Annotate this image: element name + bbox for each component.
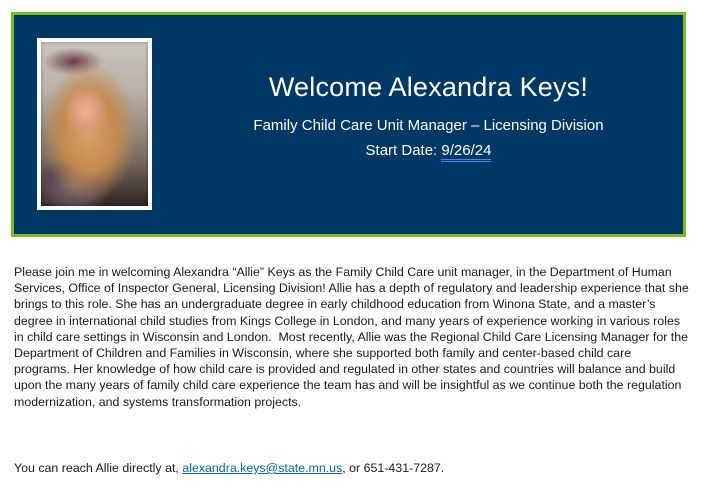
- contact-suffix: , or 651-431-7287.: [342, 461, 445, 475]
- welcome-title: Welcome Alexandra Keys!: [268, 72, 589, 102]
- start-date-label: Start Date:: [365, 142, 442, 159]
- start-date: [174, 141, 683, 161]
- start-date-value: 9/26/24: [441, 142, 491, 162]
- job-title: Family Child Care Unit Manager – Licensing Division: [253, 117, 604, 134]
- intro-paragraph: Please join me in welcoming Alexandra “Allie” Keys as the Family Child Care unit manager, in the Department of Human Services, Office of Inspector General, Licensing Division! Allie has a depth of regulatory and leadership experience that she brings to this role. She has an undergraduate degree in early childhood education from Winona State, and a master’s degree in international child studies from Kings College in London, and many years of experience working in various roles in child care settings in Wisconsin and London. Most recently, Allie was the Regional Child Care Licensing Manager for the Department of Children and Families in Wisconsin, where she supported both family and center-based child care programs. Her knowledge of how child care is provided and regulated in other states and countries will balance and build upon the many years of family child care experience the team has and will be insightful as we continue both the regulation modernization, and systems transformation projects.: [14, 265, 689, 409]
- email-link[interactable]: alexandra.keys@state.mn.us: [182, 461, 343, 475]
- contact-prefix: You can reach Allie directly at,: [14, 461, 183, 475]
- photo-frame: [37, 38, 152, 210]
- contact-line: [14, 460, 690, 476]
- welcome-banner: [11, 12, 686, 237]
- profile-photo: [41, 42, 148, 206]
